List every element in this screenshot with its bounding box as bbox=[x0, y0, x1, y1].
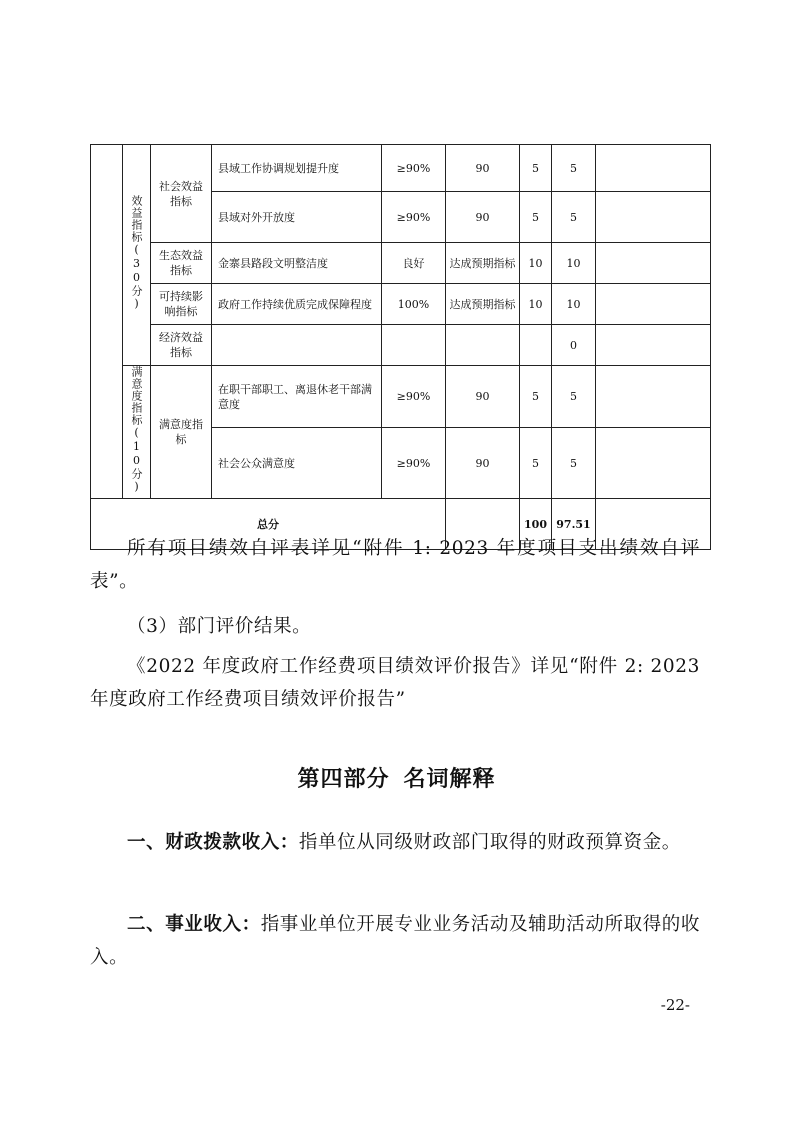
section-title: 名词解释 bbox=[403, 767, 496, 792]
page-number: -22- bbox=[660, 996, 690, 1014]
table-row bbox=[91, 325, 711, 366]
note-cell bbox=[596, 145, 711, 192]
section-heading bbox=[0, 762, 793, 793]
weight-value: 10 bbox=[520, 284, 552, 325]
paragraph-self-evaluation: 所有项目绩效自评表详见“附件 1: 2023 年度项目支出绩效自评表”。 bbox=[90, 538, 700, 592]
total-label: 总分 bbox=[91, 499, 446, 550]
section-part: 第四部分 bbox=[297, 767, 390, 792]
total-score: 97.51 bbox=[552, 499, 596, 550]
weight-value: 10 bbox=[520, 243, 552, 284]
weight-value: 5 bbox=[520, 145, 552, 192]
performance-table bbox=[90, 144, 711, 550]
sub-indicator: 满意度指标 bbox=[151, 366, 212, 499]
score-value: 5 bbox=[552, 192, 596, 243]
weight-value: 5 bbox=[520, 366, 552, 428]
table-row bbox=[91, 284, 711, 325]
note-cell bbox=[596, 366, 711, 428]
paragraph-evaluation-report: 《2022 年度政府工作经费项目绩效评价报告》详见“附件 2: 2023 年度政府工作经费项目绩效评价报告” bbox=[90, 656, 700, 710]
actual-value: 90 bbox=[446, 428, 520, 499]
score-value: 5 bbox=[552, 145, 596, 192]
target-value: ≥90% bbox=[382, 428, 446, 499]
target-value: ≥90% bbox=[382, 145, 446, 192]
note-cell bbox=[596, 284, 711, 325]
actual-value: 90 bbox=[446, 192, 520, 243]
satisfaction-indicator-group: 满意度指标(10分) bbox=[123, 366, 151, 499]
table-row bbox=[91, 243, 711, 284]
benefit-indicator-group: 效益指标(30分) bbox=[123, 145, 151, 366]
table-row bbox=[91, 145, 711, 192]
score-value: 0 bbox=[552, 325, 596, 366]
indicator-name: 政府工作持续优质完成保障程度 bbox=[212, 284, 382, 325]
actual-value: 90 bbox=[446, 145, 520, 192]
term-label: 一、财政拨款收入： bbox=[127, 832, 299, 853]
indicator-name: 社会公众满意度 bbox=[212, 428, 382, 499]
score-value: 5 bbox=[552, 428, 596, 499]
note-cell bbox=[596, 192, 711, 243]
target-value: ≥90% bbox=[382, 366, 446, 428]
sub-indicator: 可持续影响指标 bbox=[151, 284, 212, 325]
score-value: 10 bbox=[552, 243, 596, 284]
indicator-name: 县域工作协调规划提升度 bbox=[212, 145, 382, 192]
indicator-name: 金寨县路段文明整洁度 bbox=[212, 243, 382, 284]
sub-indicator: 社会效益指标 bbox=[151, 145, 212, 243]
score-value: 5 bbox=[552, 366, 596, 428]
term-definition: 指单位从同级财政部门取得的财政预算资金。 bbox=[298, 832, 681, 853]
term-label: 二、事业收入： bbox=[127, 914, 261, 935]
note-cell bbox=[596, 325, 711, 366]
weight-value: 5 bbox=[520, 192, 552, 243]
weight-value bbox=[520, 325, 552, 366]
indicator-name: 在职干部职工、离退休老干部满意度 bbox=[212, 366, 382, 428]
sub-indicator: 经济效益指标 bbox=[151, 325, 212, 366]
target-value: 100% bbox=[382, 284, 446, 325]
score-value: 10 bbox=[552, 284, 596, 325]
target-value: 良好 bbox=[382, 243, 446, 284]
actual-value bbox=[446, 325, 520, 366]
note-cell bbox=[596, 428, 711, 499]
indicator-name: 县域对外开放度 bbox=[212, 192, 382, 243]
target-value: ≥90% bbox=[382, 192, 446, 243]
term-definition: 指事业单位开展专业业务活动及辅助活动所取得的收入。 bbox=[90, 914, 701, 968]
sub-indicator: 生态效益指标 bbox=[151, 243, 212, 284]
target-value bbox=[382, 325, 446, 366]
table-row bbox=[91, 366, 711, 428]
term-paragraph bbox=[90, 826, 700, 859]
actual-value: 达成预期指标 bbox=[446, 243, 520, 284]
paragraph-department-result: （3）部门评价结果。 bbox=[127, 616, 312, 637]
note-cell bbox=[596, 243, 711, 284]
first-level-blank-cell bbox=[91, 145, 123, 499]
total-weight: 100 bbox=[520, 499, 552, 550]
actual-value: 达成预期指标 bbox=[446, 284, 520, 325]
weight-value: 5 bbox=[520, 428, 552, 499]
actual-value: 90 bbox=[446, 366, 520, 428]
indicator-name bbox=[212, 325, 382, 366]
term-paragraph bbox=[90, 908, 700, 974]
